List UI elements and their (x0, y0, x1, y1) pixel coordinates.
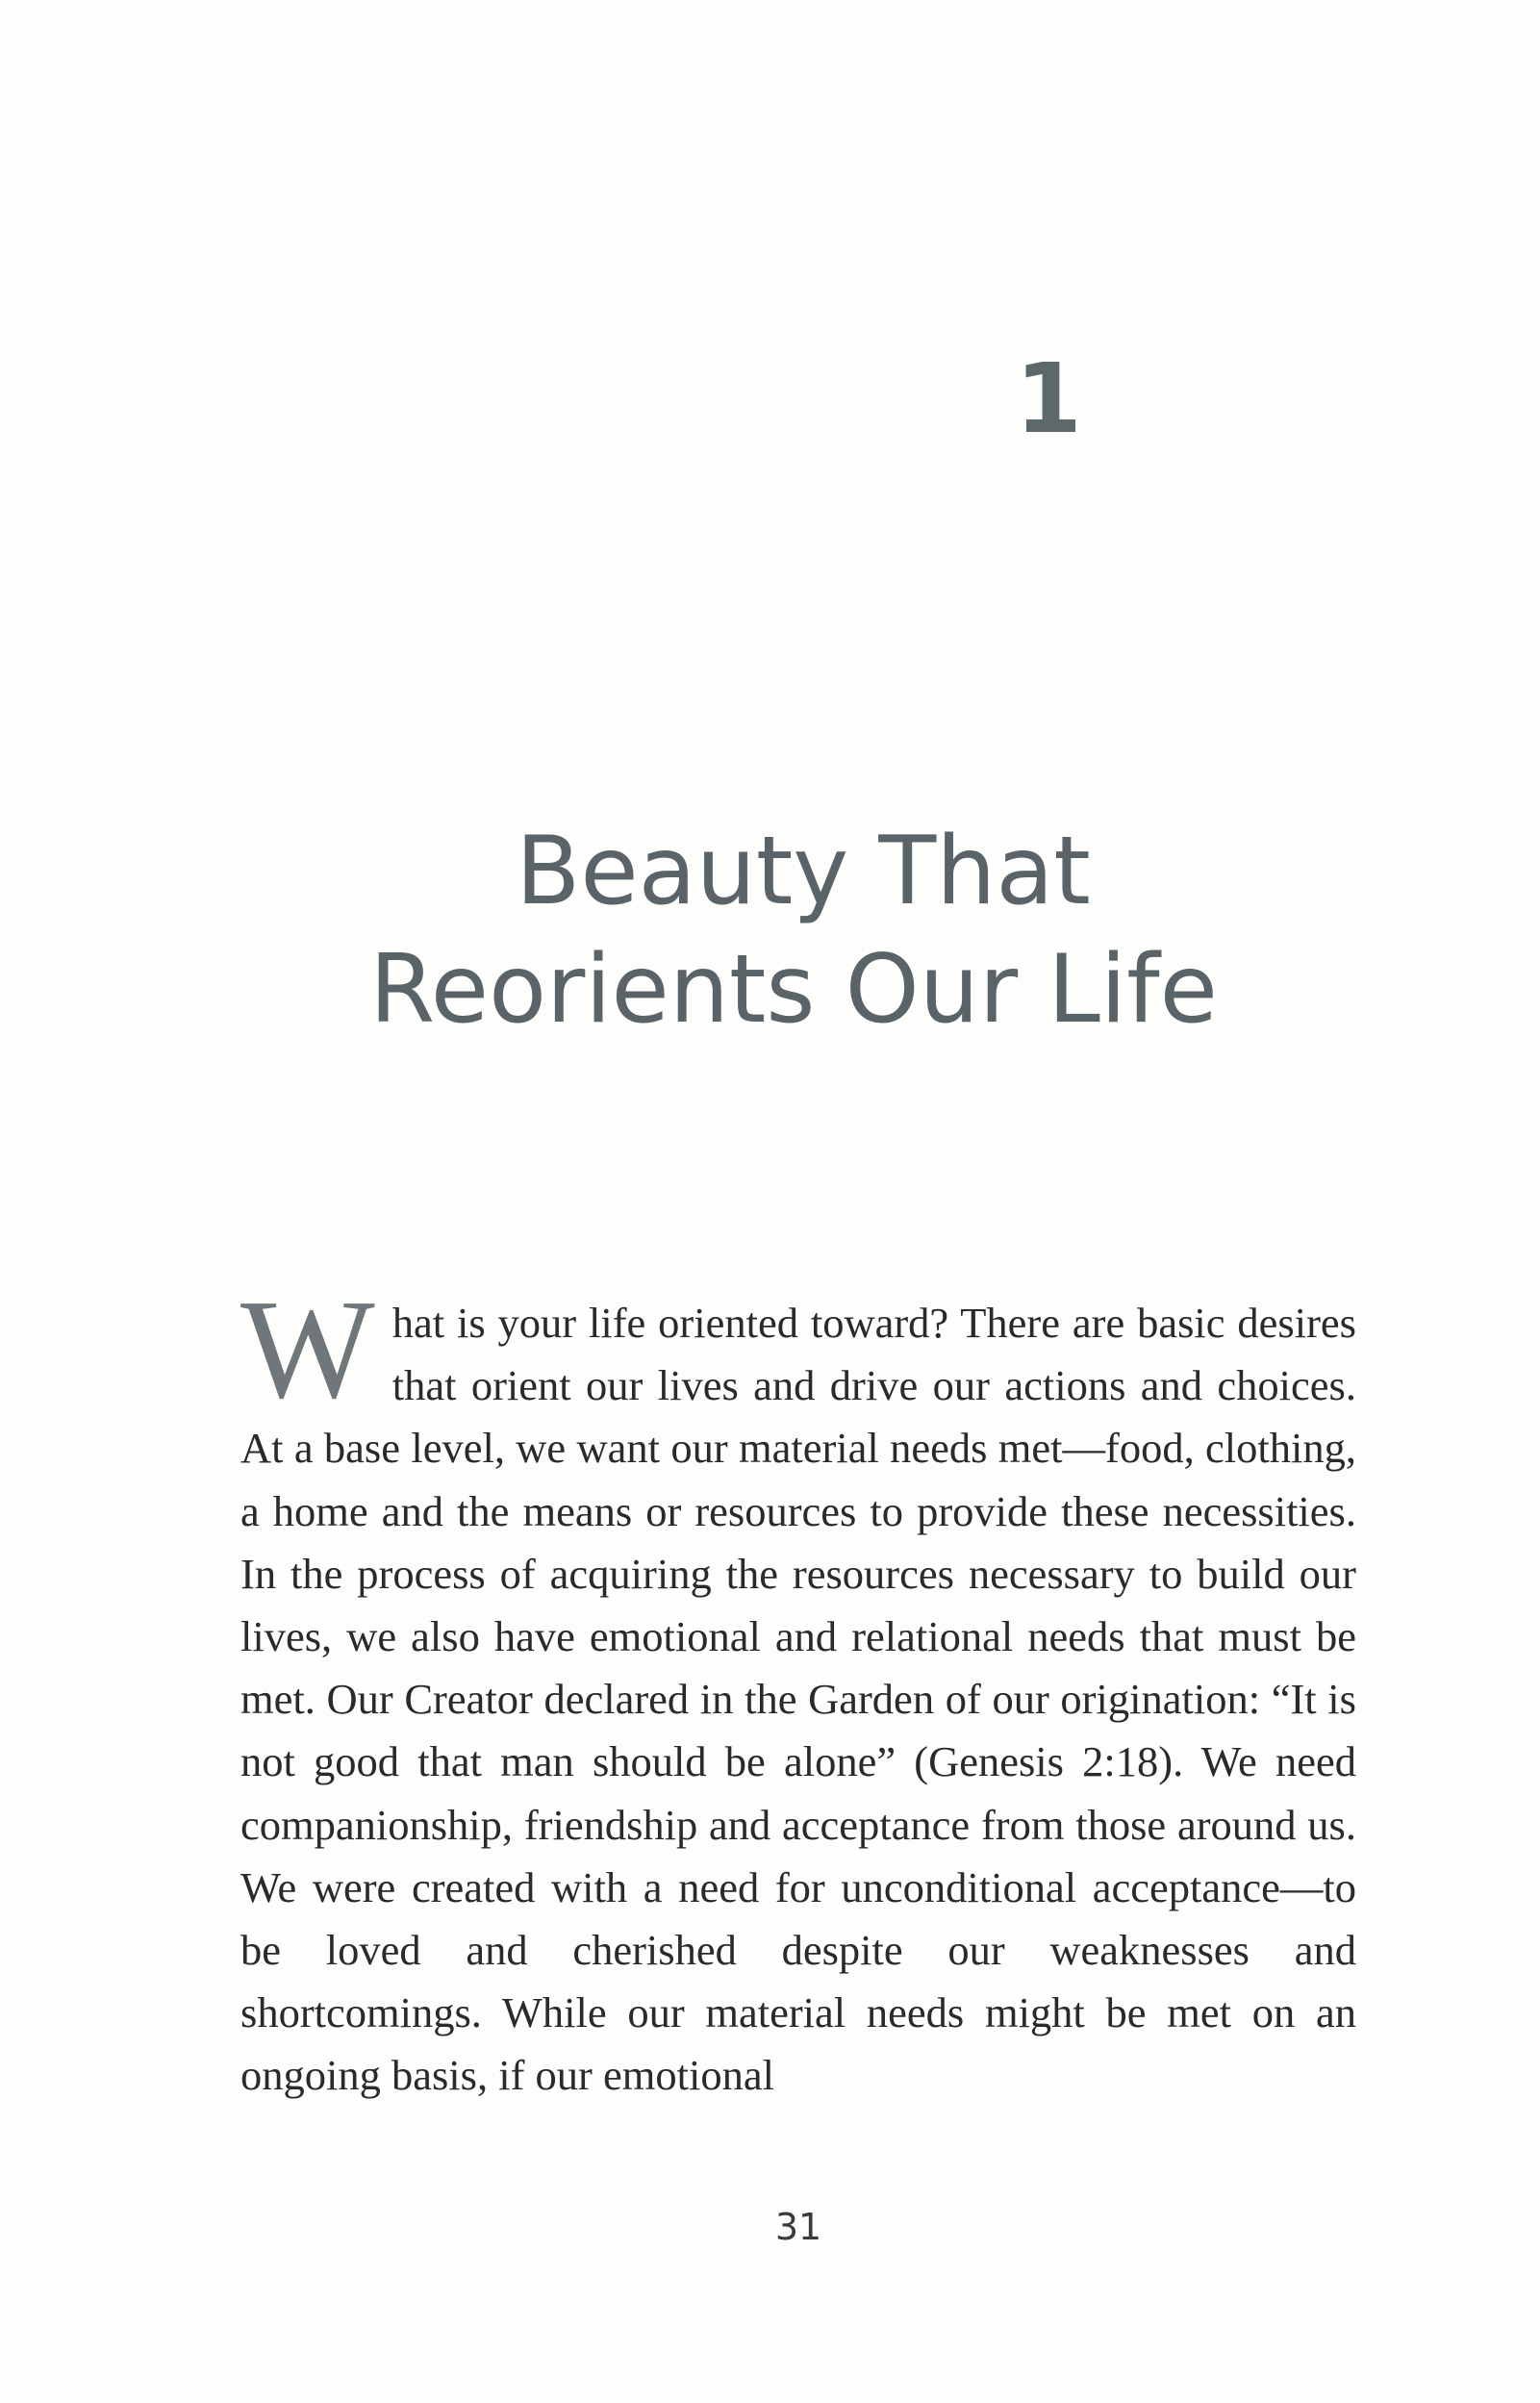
chapter-number: 1 (1015, 342, 1082, 455)
chapter-title-line-2: Reorients Our Life (369, 935, 1218, 1045)
chapter-title-line-1: Beauty That (516, 817, 1091, 926)
drop-cap: W (240, 1271, 375, 1429)
page-number: 31 (774, 2206, 822, 2248)
body-paragraph-text: hat is your life oriented toward? There are basic desires that orient our lives and drive our actions and choices. At a base level, we want our material needs met—food, clothing, a home and the means or resources to provide these necessities. In the process of acquiring the resources necessary to build our lives, we also have emotional and relational needs that must be met. Our Creator declared in the Garden of our origination: “It is not good that man should be alone” (Genesis 2:18). We need companionship, friendship and acceptance from those around us. We were created with a need for unconditional acceptance—to be loved and cherished despite our weaknesses and shortcomings. While our material needs might be met on an ongoing basis, if our emotional (240, 1299, 1356, 2100)
body-paragraph (240, 1271, 1356, 2108)
chapter-title (192, 813, 1395, 1050)
